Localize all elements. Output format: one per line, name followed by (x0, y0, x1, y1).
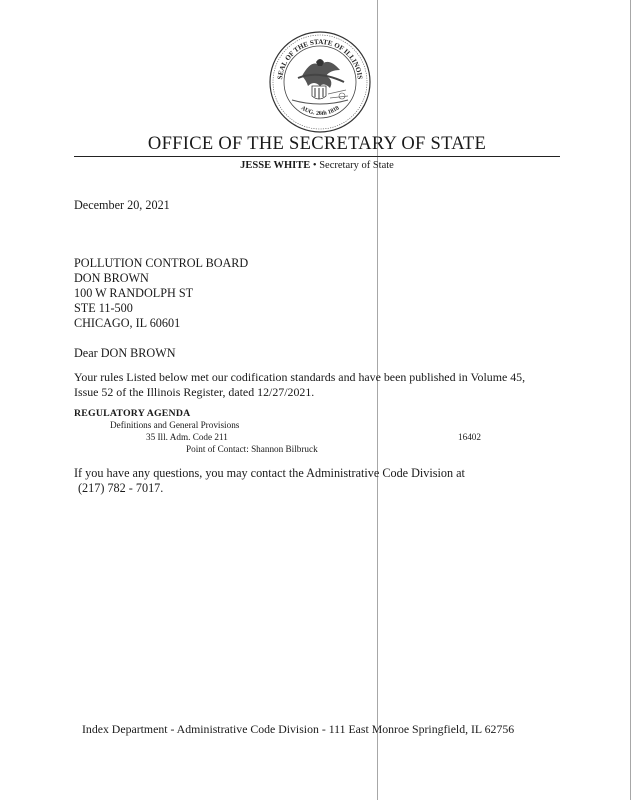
letter-date: December 20, 2021 (74, 198, 170, 212)
closing-paragraph (74, 466, 465, 496)
address-line: POLLUTION CONTROL BOARD (74, 256, 249, 270)
svg-text:AUG. 26th 1818: AUG. 26th 1818 (299, 105, 341, 117)
closing-line: (217) 782 - 7017. (78, 481, 164, 495)
address-line: 100 W RANDOLPH ST (74, 286, 194, 300)
agenda-title: REGULATORY AGENDA (74, 408, 191, 419)
secretary-role: • Secretary of State (310, 160, 394, 171)
scan-fold-line (377, 0, 378, 800)
body-paragraph (74, 370, 525, 400)
paragraph-line: Issue 52 of the Illinois Register, dated 12/27/2021. (74, 385, 315, 399)
agenda-code: 35 Ill. Adm. Code 211 (146, 432, 228, 442)
address-line: STE 11-500 (74, 301, 133, 315)
closing-line: If you have any questions, you may contact the Administrative Code Division at (74, 466, 465, 480)
secretary-name: JESSE WHITE (240, 160, 311, 171)
header-rule (74, 156, 560, 157)
agenda-number: 16402 (458, 432, 481, 442)
agenda-contact: Point of Contact: Shannon Bilbruck (186, 444, 318, 454)
address-line: CHICAGO, IL 60601 (74, 316, 181, 330)
paragraph-line: Your rules Listed below met our codification standards and have been published in Volume 45, (74, 370, 526, 384)
state-seal-icon (268, 30, 372, 134)
address-block (74, 256, 248, 331)
office-title: OFFICE OF THE SECRETARY OF STATE (147, 134, 487, 154)
address-line: DON BROWN (74, 271, 149, 285)
salutation: Dear DON BROWN (74, 346, 176, 360)
agenda-subject: Definitions and General Provisions (110, 420, 240, 430)
footer-address: Index Department - Administrative Code Division - 111 East Monroe Springfield, IL 62756 (82, 722, 515, 736)
secretary-line (0, 160, 634, 171)
svg-text:SEAL OF THE STATE OF ILLINOIS: SEAL OF THE STATE OF ILLINOIS (276, 37, 364, 80)
scan-edge-line (630, 0, 631, 800)
